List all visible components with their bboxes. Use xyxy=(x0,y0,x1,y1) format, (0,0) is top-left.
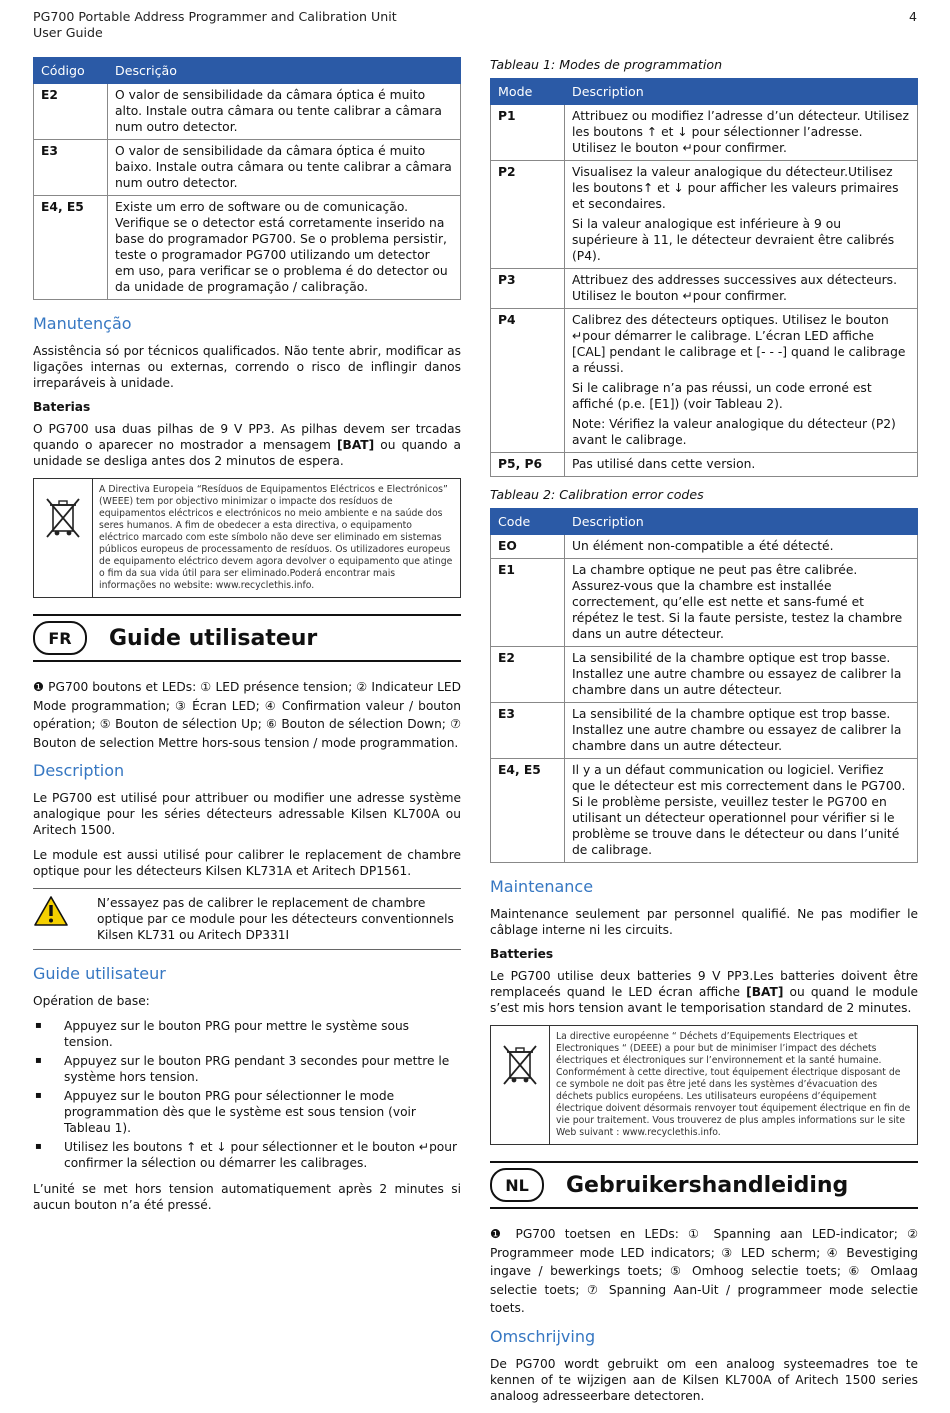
weee-bin-icon xyxy=(491,1026,550,1144)
mode-description xyxy=(565,269,918,309)
nl-section-banner xyxy=(490,1161,918,1209)
left-column xyxy=(33,57,461,1222)
weee-text: A Directiva Europeia “Resíduos de Equipamentos Eléctricos e Electrónicos” (WEEE) tem por objectivo minimizar o impacte dos resíduos de equipamentos eléctricos e electrónicos no meio ambiente e na saúde dos seres humanos. A fim de obedecer a esta directiva, o equipamento eléctrico marcado com este símbolo não deve ser eliminado em sistemas públicos europeus de processamento de resíduos. Os utilizadores europeus de equipamento eléctrico devem agora devolver o equipamento que atinge o fim da sua vida útil para ser eliminado.Poderá encontrar mais informações no website: www.recyclethis.info. xyxy=(99,484,453,591)
error-description: Un élément non-compatible a été détecté. xyxy=(565,535,918,559)
paragraph: Opération de base: xyxy=(33,994,150,1008)
error-description: Existe um erro de software ou de comunicação. Verifique se o detector está corretamente inserido na base do programador PG700. Se o problema persistir, teste o programador PG700 utilizando um detector em uso, para verificar se o problema é do detector ou da unidade de programação / calibração. xyxy=(108,196,461,300)
list-item: ▪ Utilisez les boutons ↑ et ↓ pour sélectionner et le bouton ↵pour confirmer la sélection ou démarrer les calibrages. xyxy=(33,1139,461,1171)
table-header: Código xyxy=(34,58,108,84)
cell-paragraph: Si le calibrage n’a pas réussi, un code erroné est affiché (p.e. [E1]) (voir Tableau 2). xyxy=(572,381,872,411)
mode-description xyxy=(565,453,918,477)
table-row xyxy=(491,161,918,269)
warning-note xyxy=(33,888,461,950)
weee-text: La directive européenne “ Déchets d’Equipements Electriques et Electroniques “ (DEEE) a pour but de minimiser l’impact des déchets électriques et électroniques sur l’environnement et la santé humaine. Conformément à cette directive, tout équipement électrique disposant de ce symbole ne doit pas être jeté dans les systèmes d’évacuation des déchets publics européens. Les utilisateurs européens d’équipement électrique doivent désormais renvoyer tout équipement électrique en fin de vie pour traitement. Vous trouverez de plus amples informations sur le site Web suivant : www.recyclethis.info. xyxy=(556,1031,911,1138)
mode-code: P3 xyxy=(491,269,565,309)
battery-paragraph xyxy=(490,968,918,1016)
mode-code: P5, P6 xyxy=(491,453,565,477)
cell-paragraph: Note: Vérifiez la valeur analogique du détecteur (P2) avant le calibrage. xyxy=(572,417,896,447)
mode-description xyxy=(565,161,918,269)
table-row xyxy=(34,84,461,140)
page-number: 4 xyxy=(908,9,917,24)
warning-icon xyxy=(33,895,97,943)
subheading: Baterias xyxy=(33,400,91,414)
table-row xyxy=(491,309,918,453)
error-description: O valor de sensibilidade da câmara óptica é muito alto. Instale outra câmara ou tente calibrar a câmara num outro detector. xyxy=(108,84,461,140)
pt-error-table xyxy=(33,57,461,300)
weee-notice xyxy=(33,478,461,598)
error-code: EO xyxy=(491,535,565,559)
error-code: E4, E5 xyxy=(34,196,108,300)
error-code: E4, E5 xyxy=(491,759,565,863)
section-heading: Manutenção xyxy=(33,314,132,333)
error-code: E3 xyxy=(491,703,565,759)
mode-code: P1 xyxy=(491,105,565,161)
text-span: O PG700 usa duas pilhas de 9 V PP3. As pilhas devem ser trcadas quando o aparecer no mostrador a mensagem xyxy=(33,422,461,452)
list-item: ▪ Appuyez sur le bouton PRG pour sélectionner le mode programmation dès que le système est sous tension (voir Tableau 1). xyxy=(33,1088,461,1136)
table-row xyxy=(34,140,461,196)
table-row xyxy=(491,105,918,161)
programming-modes-table xyxy=(490,78,918,477)
subheading: Batteries xyxy=(490,947,554,961)
list-item: ▪ Appuyez sur le bouton PRG pendant 3 secondes pour mettre le système hors tension. xyxy=(33,1053,461,1085)
fr-language-badge: FR xyxy=(33,621,87,655)
error-code: E1 xyxy=(491,559,565,647)
cell-paragraph: Attribuez ou modifiez l’adresse d’un détecteur. Utilisez les boutons ↑ et ↓ pour sélectionner l’adresse. Utilisez le bouton ↵pour confirmer. xyxy=(572,109,909,155)
table-row xyxy=(491,535,918,559)
table-row xyxy=(491,453,918,477)
paragraph: Maintenance seulement par personnel qualifié. Ne pas modifier le câblage interne ni les circuits. xyxy=(490,907,918,937)
table-header: Description xyxy=(565,79,918,105)
bat-code: [BAT] xyxy=(746,985,784,999)
mode-description xyxy=(565,309,918,453)
weee-notice xyxy=(490,1025,918,1145)
mode-description xyxy=(565,105,918,161)
header-subtitle: User Guide xyxy=(33,25,103,40)
error-code: E2 xyxy=(34,84,108,140)
cell-paragraph: Visualisez la valeur analogique du détecteur.Utilisez les boutons↑ et ↓ pour afficher les valeurs primaires et secondaires. xyxy=(572,165,899,211)
nl-buttons-legend: ❶ PG700 toetsen en LEDs: ① Spanning aan LED-indicator; ② Programmeer mode LED indicators; ③ LED scherm; ④ Bevestiging ingave / bewerkings toets; ⑤ Omhoog selectie toets; ⑥ Omlaag selectie toets; ⑦ Spanning Aan-Uit / programmeer mode selectie toets. xyxy=(490,1227,918,1315)
calibration-error-table xyxy=(490,508,918,863)
table-row xyxy=(34,196,461,300)
error-description: La sensibilité de la chambre optique est trop basse. Installez une autre chambre ou essayez de calibrer la chambre dans un autre détecteur. xyxy=(565,703,918,759)
mode-code: P4 xyxy=(491,309,565,453)
error-description: O valor de sensibilidade da câmara óptica é muito baixo. Instale outra câmara ou tente calibrar a câmara num outro detector. xyxy=(108,140,461,196)
cell-paragraph: Attribuez des addresses successives aux détecteurs. Utilisez le bouton ↵pour confirmer. xyxy=(572,273,897,303)
table-row xyxy=(491,703,918,759)
right-column xyxy=(490,55,918,1413)
table-header: Mode xyxy=(491,79,565,105)
header-title: PG700 Portable Address Programmer and Calibration Unit xyxy=(33,9,397,24)
paragraph: Le PG700 est utilisé pour attribuer ou modifier une adresse système analogique pour les séries détecteurs adressable Kilsen KL700A ou Aritech 1500. xyxy=(33,791,461,837)
table-header: Descrição xyxy=(108,58,461,84)
cell-paragraph: Pas utilisé dans cette version. xyxy=(572,457,756,471)
page-header xyxy=(33,9,397,41)
fr-section-banner xyxy=(33,614,461,662)
section-heading: Omschrijving xyxy=(490,1326,596,1346)
fr-buttons-legend: ❶ PG700 boutons et LEDs: ① LED présence tension; ② Indicateur LED Mode programmation; ③ Écran LED; ④ Confirmation valeur / bouton opération; ⑤ Bouton de sélection Up; ⑥ Bouton de sélection Down; ⑦ Bouton de selection Mettre hors-sous tension / mode programmation. xyxy=(33,680,461,750)
error-description: Il y a un défaut communication ou logiciel. Verifiez que le détecteur est mis correctement dans le PG700. Si le problème persiste, veuillez tester le PG700 en utilisant un détecteur operationnel pour vérifier si le problème se trouve dans le détecteur ou dans l’unité de calibrage. xyxy=(565,759,918,863)
text-span: Le PG700 utilise deux batteries 9 V PP3.Les batteries doivent être remplaceés quand le LED écran affiche xyxy=(490,969,918,999)
table-header: Description xyxy=(565,509,918,535)
table-header: Code xyxy=(491,509,565,535)
section-heading: Maintenance xyxy=(490,877,594,896)
bat-code: [BAT] xyxy=(336,438,375,452)
cell-paragraph: Calibrez des détecteurs optiques. Utilisez le bouton ↵pour démarrer le calibrage. L’écran LED affiche [CAL] pendant le calibrage et [- - -] quand le calibrage a réussi. xyxy=(572,313,906,375)
weee-bin-icon xyxy=(34,479,93,597)
table-caption: Tableau 1: Modes de programmation xyxy=(490,57,723,72)
text-span: ou quando a unidade se desliga antes dos 2 minutos de espera. xyxy=(33,438,461,468)
error-code: E2 xyxy=(491,647,565,703)
paragraph: Le module est aussi utilisé pour calibrer le replacement de chambre optique pour les détecteurs Kilsen KL731A et Aritech DP1561. xyxy=(33,848,461,878)
paragraph: L’unité se met hors tension automatiquement après 2 minutes si aucun bouton n’a été pressé. xyxy=(33,1182,461,1212)
mode-code: P2 xyxy=(491,161,565,269)
section-heading: Description xyxy=(33,761,125,780)
battery-paragraph xyxy=(33,421,461,469)
fr-section-title: Guide utilisateur xyxy=(109,625,318,651)
nl-section-title: Gebruikershandleiding xyxy=(566,1172,849,1198)
paragraph: De PG700 wordt gebruikt om een analoog systeemadres toe te kennen of te wijzigen aan de Kilsen KL700A of Aritech 1500 series analoog adresseerbare detectoren. xyxy=(490,1356,918,1403)
warning-text: N’essayez pas de calibrer le replacement de chambre optique par ce module pour les détecteurs conventionnels Kilsen KL731 ou Aritech DP331I xyxy=(97,896,454,942)
error-description: La chambre optique ne peut pas être calibrée. Assurez-vous que la chambre est installée correctement, qu’elle est nette et sans-fumé et répétez le test. Si la faute persiste, testez la chambre dans un autre détecteur. xyxy=(565,559,918,647)
paragraph: Assistência só por técnicos qualificados. Não tente abrir, modificar as ligações internas ou externas, correndo o risco de inflingir danos irreparáveis à unidade. xyxy=(33,344,461,390)
cell-paragraph: Si la valeur analogique est inférieure à 9 ou supérieure à 11, le détecteur devraient être calibrés (P4). xyxy=(572,217,895,263)
section-heading: Guide utilisateur xyxy=(33,964,166,983)
table-row xyxy=(491,647,918,703)
table-caption: Tableau 2: Calibration error codes xyxy=(490,487,704,502)
table-row xyxy=(491,559,918,647)
error-description: La sensibilité de la chambre optique est trop basse. Installez une autre chambre ou essayez de calibrer la chambre dans un autre détecteur. xyxy=(565,647,918,703)
error-code: E3 xyxy=(34,140,108,196)
nl-language-badge: NL xyxy=(490,1168,544,1202)
text-span: ou quand le module s’est mis hors tension avant le temporisation standard de 2 minutes. xyxy=(490,985,918,1015)
instruction-list xyxy=(33,1018,461,1171)
list-item: ▪ Appuyez sur le bouton PRG pour mettre le système sous tension. xyxy=(33,1018,461,1050)
table-row xyxy=(491,759,918,863)
table-row xyxy=(491,269,918,309)
